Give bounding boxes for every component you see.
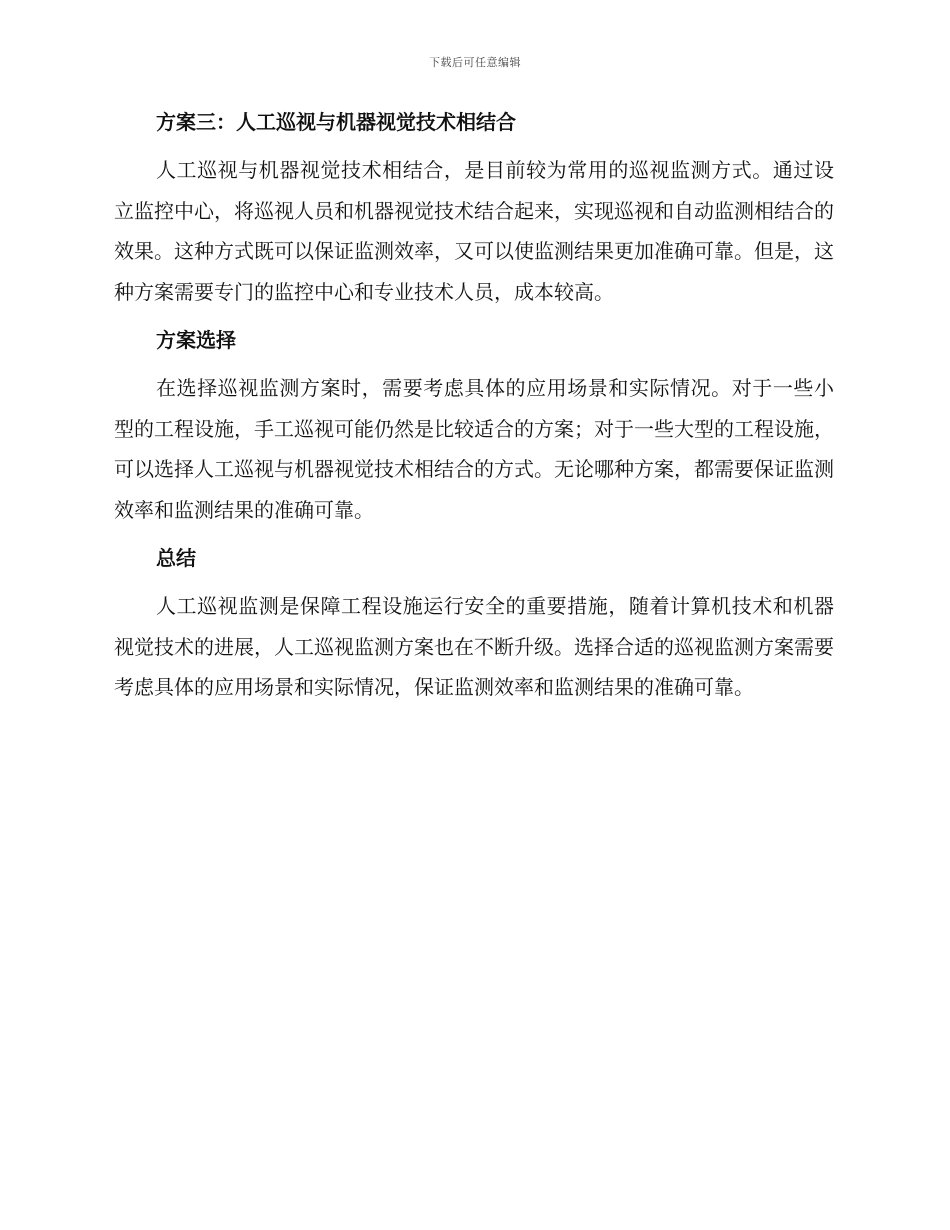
section-heading: 总结 [156, 546, 196, 570]
section-paragraph: 人工巡视与机器视觉技术相结合，是目前较为常用的巡视监测方式。通过设立监控中心，将巡视人员和机器视觉技术结合起来，实现巡视和自动监测相结合的效果。这种方式既可以保证监测效率，又可以使监测结果更加准确可靠。但是，这种方案需要专门的监控中心和专业技术人员，成本较高。 [114, 158, 834, 304]
section-heading: 方案三：人工巡视与机器视觉技术相结合 [156, 110, 516, 134]
document-content [114, 107, 834, 721]
section-summary [114, 543, 834, 708]
header-note: 下载后可任意编辑 [429, 56, 521, 69]
section-paragraph: 人工巡视监测是保障工程设施运行安全的重要措施，随着计算机技术和机器视觉技术的进展，人工巡视监测方案也在不断升级。选择合适的巡视监测方案需要考虑具体的应用场景和实际情况，保证监测效率和监测结果的准确可靠。 [114, 594, 834, 699]
section-heading: 方案选择 [156, 328, 236, 352]
section-plan-selection [114, 325, 834, 530]
section-paragraph: 在选择巡视监测方案时，需要考虑具体的应用场景和实际情况。对于一些小型的工程设施，手工巡视可能仍然是比较适合的方案；对于一些大型的工程设施，可以选择人工巡视与机器视觉技术相结合的方式。无论哪种方案，都需要保证监测效率和监测结果的准确可靠。 [114, 376, 834, 522]
section-plan-three [114, 107, 834, 312]
